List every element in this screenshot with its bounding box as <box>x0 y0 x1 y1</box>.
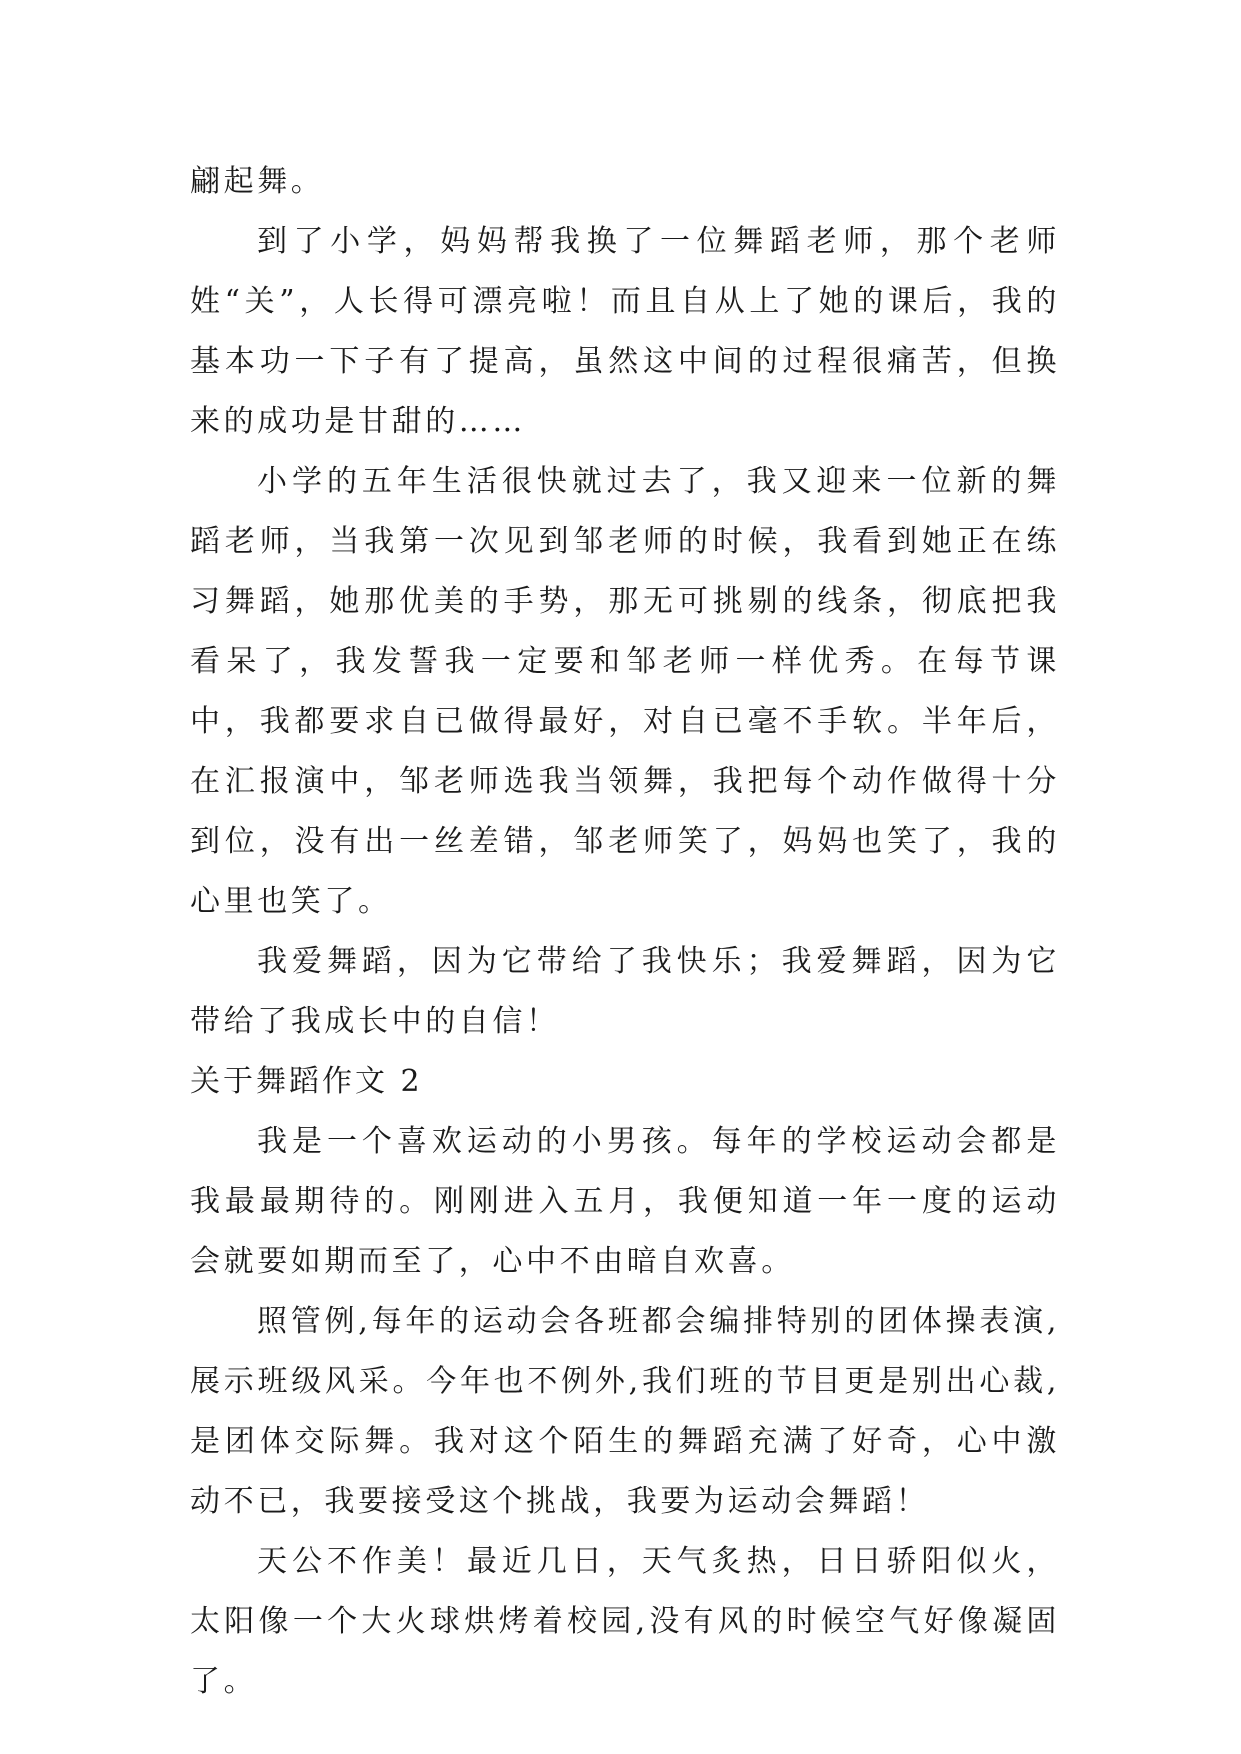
paragraph: 小学的五年生活很快就过去了，我又迎来一位新的舞蹈老师，当我第一次见到邹老师的时候，我看到她正在练习舞蹈，她那优美的手势，那无可挑剔的线条，彻底把我看呆了，我发誓我一定要和邹老师一样优秀。在每节课中，我都要求自已做得最好，对自已毫不手软。半年后，在汇报演中，邹老师选我当领舞，我把每个动作做得十分到位，没有出一丝差错，邹老师笑了，妈妈也笑了，我的心里也笑了。 <box>190 464 1060 919</box>
paragraph: 到了小学，妈妈帮我换了一位舞蹈老师，那个老师姓“关”，人长得可漂亮啦！而且自从上了她的课后，我的基本功一下子有了提高，虽然这中间的过程很痛苦，但换来的成功是甘甜的…… <box>190 224 1060 439</box>
paragraph: 我爱舞蹈，因为它带给了我快乐；我爱舞蹈，因为它带给了我成长中的自信！ <box>190 944 1060 1039</box>
paragraph: 照管例,每年的运动会各班都会编排特别的团体操表演,展示班级风采。今年也不例外,我们班的节目更是别出心裁,是团体交际舞。我对这个陌生的舞蹈充满了好奇，心中激动不已，我要接受这个挑战，我要为运动会舞蹈！ <box>190 1304 1060 1519</box>
paragraph: 我是一个喜欢运动的小男孩。每年的学校运动会都是我最最期待的。刚刚进入五月，我便知道一年一度的运动会就要如期而至了，心中不由暗自欢喜。 <box>190 1124 1060 1279</box>
paragraph-continuation: 翩起舞。 <box>190 164 325 199</box>
paragraph: 天公不作美！最近几日，天气炙热，日日骄阳似火，太阳像一个大火球烘烤着校园,没有风的时候空气好像凝固了。 <box>190 1544 1060 1699</box>
document-page <box>190 152 1060 1712</box>
section-title: 关于舞蹈作文 2 <box>190 1064 423 1099</box>
